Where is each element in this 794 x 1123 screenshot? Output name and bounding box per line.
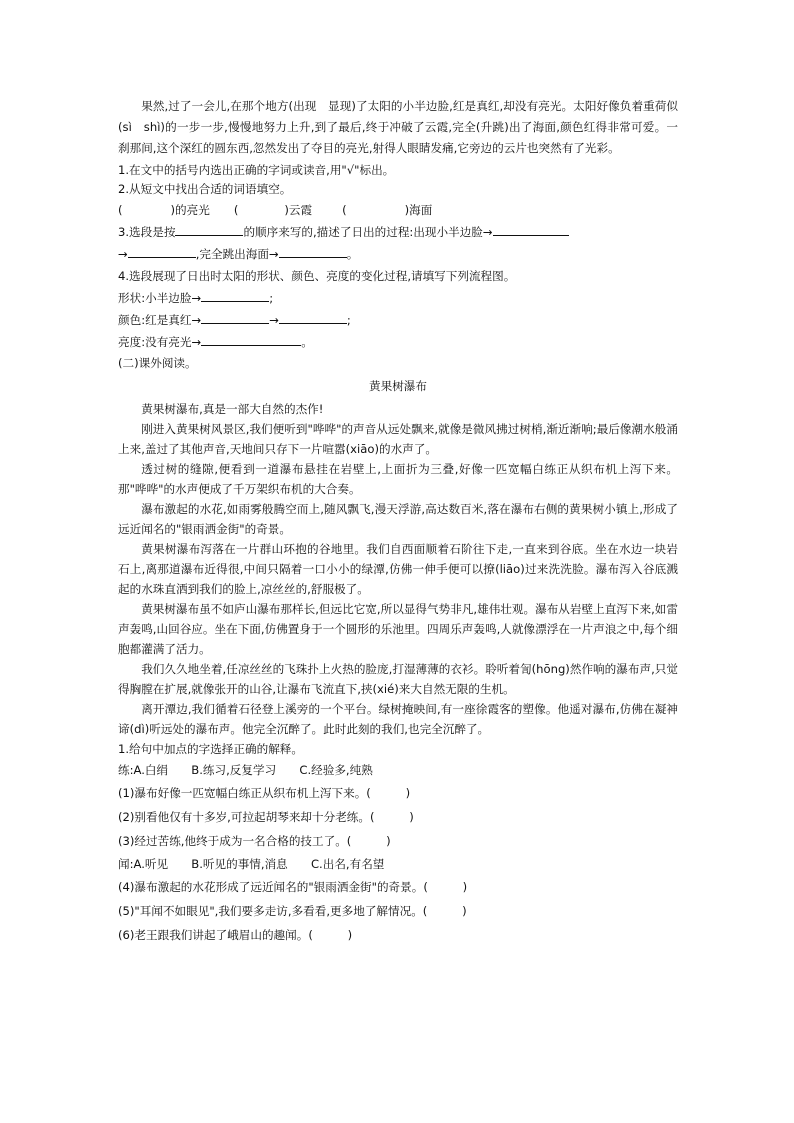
passage2-paragraph-2: 刚进入黄果树风景区,我们便听到"哗哗"的声音从远处飘来,就像是微风拂过树梢,渐近渐响;最后像潮水般涌上来,盖过了其他声音,天地间只存下一片喧嚣(xiāo)的水声了。	[118, 422, 678, 456]
sentence-2: (2)别看他仅有十多岁,可拉起胡琴来却十分老练。( )	[118, 810, 414, 824]
flow-shape	[118, 287, 678, 309]
flow-color-label: 颜色:红是真红→	[118, 313, 202, 327]
question2-1: 1.给句中加点的字选择正确的解释。	[118, 742, 303, 756]
passage2-paragraph-6: 黄果树瀑布虽不如庐山瀑布那样长,但远比它宽,所以显得气势非凡,雄伟壮观。瀑布从岩壁上直泻下来,如雷声轰鸣,山回谷应。坐在下面,仿佛置身于一个圆形的乐池里。四周乐声轰鸣,人就像漂浮在一片声浪之中,每个细胞都灌满了活力。	[118, 602, 678, 656]
q2-open-1: (	[118, 203, 123, 217]
passage2-paragraph-5: 黄果树瀑布泻落在一片群山环抱的谷地里。我们自西面顺着石阶往下走,一直来到谷底。坐在水边一块岩石上,离那道瀑布近得很,中间只隔着一口小小的绿潭,仿佛一伸手便可以撩(liāo)过来洗洗脸。瀑布泻入谷底溅起的水珠直洒到我们的脸上,凉丝丝的,舒服极了。	[118, 542, 678, 596]
q3-after: ,完全跳出海面→	[195, 247, 279, 261]
q3-arrow: →	[118, 247, 128, 261]
passage2-paragraph-3: 透过树的缝隙,便看到一道瀑布悬挂在岩壁上,上面折为三叠,好像一匹宽幅白练正从织布机上泻下来。那"哗哗"的水声便成了千万架织布机的大合奏。	[118, 462, 678, 496]
worksheet-page	[118, 96, 678, 947]
passage2-paragraph-4: 瀑布激起的水花,如雨雾般腾空而上,随风飘飞,漫天浮游,高达数百米,落在瀑布右侧的黄果树小镇上,形成了远近闻名的"银雨洒金街"的奇景。	[118, 502, 678, 536]
flow-brightness-label: 亮度:没有亮光→	[118, 335, 202, 349]
lian-options: 练:A.白绢 B.练习,反复学习 C.经验多,纯熟	[118, 763, 373, 777]
flow-brightness-end: 。	[301, 335, 313, 349]
question-4: 4.选段展现了日出时太阳的形状、颜色、亮度的变化过程,请填写下列流程图。	[118, 269, 516, 283]
q3-prefix: 3.选段是按	[118, 225, 176, 239]
wen-options: 闻:A.听见 B.听见的事情,消息 C.出名,有名望	[118, 857, 385, 871]
flow-color-end: ;	[346, 313, 351, 327]
question-2-blanks	[118, 199, 678, 221]
flow-shape-end: ;	[269, 291, 274, 305]
flow-brightness	[118, 331, 678, 353]
flow-shape-blank[interactable]	[201, 290, 269, 302]
passage2-paragraph-7: 我们久久地坐着,任凉丝丝的飞珠扑上火热的脸庞,打湿薄薄的衣衫。聆听着訇(hōng)然作响的瀑布声,只觉得胸膛在扩展,就像张开的山谷,让瀑布飞流直下,挟(xié)来大自然无限的生机。	[118, 662, 678, 696]
question-3-line-1	[118, 221, 678, 243]
q2-open-2: (	[233, 203, 239, 217]
q3-end: 。	[346, 247, 359, 261]
flow-shape-label: 形状:小半边脸→	[118, 291, 202, 305]
passage1-paragraph: 果然,过了一会儿,在那个地方(出现 显现)了太阳的小半边脸,红是真红,却没有亮光。太阳好像负着重荷似(sì shì)的一步一步,慢慢地努力上升,到了最后,终于冲破了云霞,完全(升跳)出了海面,颜色红得非常可爱。一刹那间,这个深红的圆东西,忽然发出了夺目的亮光,射得人眼睛发痛,它旁边的云片也突然有了光彩。	[118, 99, 678, 155]
sentence-6: (6)老王跟我们讲起了峨眉山的趣闻。( )	[118, 928, 353, 942]
flow-color-blank-1[interactable]	[201, 312, 269, 324]
q3-blank-order[interactable]	[175, 224, 243, 236]
flow-color	[118, 309, 678, 331]
q3-blank-step-2[interactable]	[128, 246, 196, 258]
q2-label-3: )海面	[404, 203, 433, 217]
passage2-paragraph-8: 离开潭边,我们循着石径登上溪旁的一个平台。绿树掩映间,有一座徐霞客的塑像。他遥对瀑布,仿佛在凝神谛(dì)听远处的瀑布声。他完全沉醉了。此时此刻的我们,也完全沉醉了。	[118, 702, 678, 736]
sentence-1: (1)瀑布好像一匹宽幅白练正从织布机上泻下来。( )	[118, 786, 411, 800]
question-3-line-2	[118, 243, 678, 265]
sentence-3: (3)经过苦练,他终于成为一名合格的技工了。( )	[118, 834, 391, 848]
sentence-4: (4)瀑布激起的水花形成了远近闻名的"银雨洒金街"的奇景。( )	[118, 880, 468, 894]
flow-brightness-blank[interactable]	[201, 334, 301, 346]
question-2: 2.从短文中找出合适的词语填空。	[118, 182, 292, 196]
passage2-paragraph-1: 黄果树瀑布,真是一部大自然的杰作!	[141, 402, 324, 416]
q3-blank-step-3[interactable]	[279, 246, 347, 258]
q2-label-1: )的亮光	[170, 203, 210, 217]
section-2-heading: (二)课外阅读。	[118, 356, 197, 370]
q2-open-3: (	[342, 203, 347, 217]
sentence-5: (5)"耳闻不如眼见",我们要多走访,多看看,更多地了解情况。( )	[118, 904, 467, 918]
q2-label-2: )云霞	[284, 203, 313, 217]
flow-color-arrow: →	[269, 313, 279, 327]
flow-color-blank-2[interactable]	[279, 312, 347, 324]
passage2-title: 黄果树瀑布	[369, 379, 427, 393]
q3-blank-step-1[interactable]	[493, 224, 569, 236]
q3-middle: 的顺序来写的,描述了日出的过程:出现小半边脸→	[243, 225, 493, 239]
question-1: 1.在文中的括号内选出正确的字词或读音,用"√"标出。	[118, 163, 395, 177]
